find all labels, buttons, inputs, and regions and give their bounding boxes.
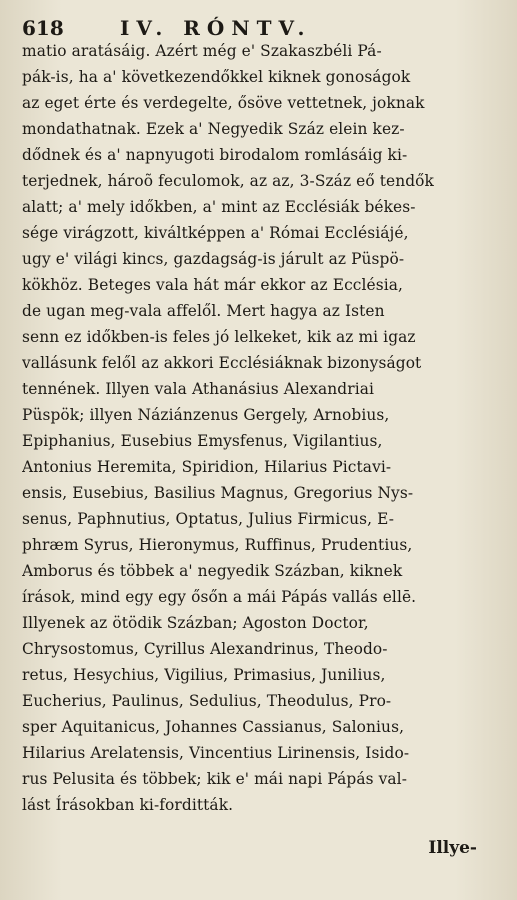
page-number: 618 — [22, 16, 64, 40]
text-line: ugy e' világi kincs, gazdagság-is járult az Püspö- — [22, 250, 405, 268]
text-line: lást Írásokban ki-forditták. — [22, 796, 234, 814]
text-line: mondathatnak. Ezek a' Negyedik Száz elein kez- — [22, 120, 405, 138]
catchword-row — [22, 838, 507, 858]
text-line: pák-is, ha a' következendőkkel kiknek gonoságok — [22, 68, 411, 86]
text-line: az eget érte és verdegelte, ősöve vettetnek, joknak — [22, 94, 425, 112]
text-line: ensis, Eusebius, Basilius Magnus, Gregorius Nys- — [22, 484, 414, 502]
text-line: senn ez időkben-is feles jó lelkeket, kik az mi igaz — [22, 328, 416, 346]
text-line: sége virágzott, kiváltképpen a' Római Ecclésiájé, — [22, 224, 409, 242]
catchword: Illye- — [428, 838, 477, 858]
body-text — [22, 38, 507, 818]
text-line: alatt; a' mely időkben, a' mint az Ecclésiák békes- — [22, 198, 416, 216]
text-line: tennének. Illyen vala Athanásius Alexandriai — [22, 380, 375, 398]
text-line: terjednek, hároõ feculomok, az az, 3-Száz eő tendők — [22, 172, 434, 190]
running-title: IV. RÓNTV. — [120, 16, 312, 40]
text-line: Antonius Heremita, Spiridion, Hilarius Pictavi- — [22, 458, 392, 476]
text-line: de ugan meg-vala affelől. Mert hagya az Isten — [22, 302, 385, 320]
text-line: Hilarius Arelatensis, Vincentius Lirinensis, Isido- — [22, 744, 410, 762]
text-line: Illyenek az ötödik Százban; Agoston Doctor, — [22, 614, 369, 632]
text-line: írások, mind egy egy ősőn a mái Pápás vallás ellē. — [22, 588, 417, 606]
text-line: matio aratásáig. Azért még e' Szakaszbéli Pá- — [22, 42, 382, 60]
text-line: sper Aquitanicus, Johannes Cassianus, Salonius, — [22, 718, 405, 736]
text-line: Amborus és többek a' negyedik Százban, kiknek — [22, 562, 403, 580]
text-line: dődnek és a' napnyugoti birodalom romlásáig ki- — [22, 146, 408, 164]
text-line: Epiphanius, Eusebius Emysfenus, Vigilantius, — [22, 432, 383, 450]
text-line: vallásunk felől az akkori Ecclésiáknak bizonyságot — [22, 354, 422, 372]
text-line: senus, Paphnutius, Optatus, Julius Firmicus, E- — [22, 510, 394, 528]
text-line: retus, Hesychius, Vigilius, Primasius, Junilius, — [22, 666, 386, 684]
text-line: Eucherius, Paulinus, Sedulius, Theodulus, Pro- — [22, 692, 392, 710]
text-line: Chrysostomus, Cyrillus Alexandrinus, Theodo- — [22, 640, 388, 658]
text-line: Püspök; illyen Náziánzenus Gergely, Arnobius, — [22, 406, 390, 424]
text-line: phræm Syrus, Hieronymus, Ruffinus, Prudentius, — [22, 536, 413, 554]
text-line: kökhöz. Beteges vala hát már ekkor az Ecclésia, — [22, 276, 404, 294]
text-line: rus Pelusita és többek; kik e' mái napi Pápás val- — [22, 770, 407, 788]
